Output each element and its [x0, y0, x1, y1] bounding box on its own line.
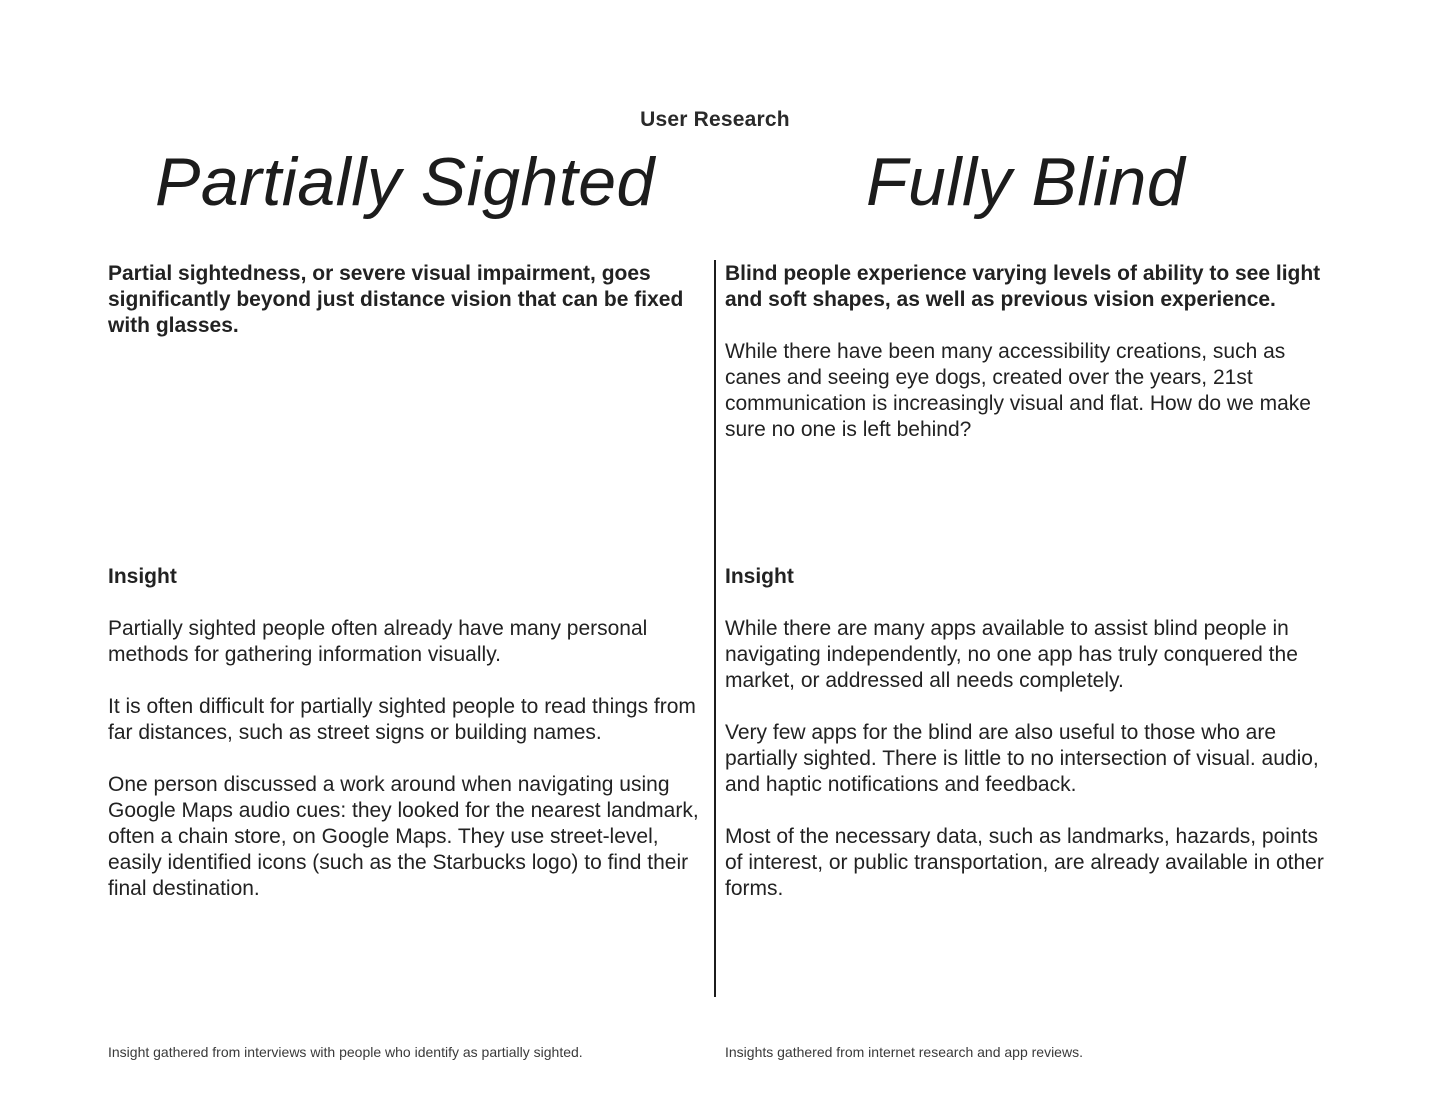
fully-blind-intro — [725, 261, 1325, 443]
insight-paragraph: While there are many apps available to assist blind people in navigating independently, no one app has truly conquered the market, or addressed all needs completely. — [725, 617, 1298, 692]
insight-paragraph: It is often difficult for partially sighted people to read things from far distances, such as street signs or building names. — [108, 695, 696, 744]
title-partially-sighted: Partially Sighted — [155, 144, 655, 220]
page-header: User Research — [640, 108, 790, 131]
fully-blind-insights — [725, 564, 1325, 902]
insight-heading: Insight — [108, 565, 177, 588]
fully-blind-body: While there have been many accessibility creations, such as canes and seeing eye dogs, created over the years, 21st communication is increasingly visual and flat. How do we make sure no one is left behind? — [725, 340, 1311, 441]
partially-sighted-lead: Partial sightedness, or severe visual impairment, goes significantly beyond just distance vision that can be fixed with glasses. — [108, 262, 684, 337]
insight-heading: Insight — [725, 565, 794, 588]
insight-paragraph: Most of the necessary data, such as landmarks, hazards, points of interest, or public transportation, are already available in other forms. — [725, 825, 1324, 900]
fully-blind-lead: Blind people experience varying levels of ability to see light and soft shapes, as well as previous vision experience. — [725, 262, 1321, 311]
insight-paragraph: Partially sighted people often already have many personal methods for gathering information visually. — [108, 617, 648, 666]
title-fully-blind: Fully Blind — [866, 144, 1186, 220]
column-divider — [714, 260, 716, 997]
fully-blind-footnote: Insights gathered from internet research and app reviews. — [725, 1044, 1083, 1060]
insight-paragraph: One person discussed a work around when navigating using Google Maps audio cues: they looked for the nearest landmark, often a chain store, on Google Maps. They use street-level, easily identified icons (such as the Starbucks logo) to find their final destination. — [108, 773, 699, 900]
insight-paragraph: Very few apps for the blind are also useful to those who are partially sighted. There is little to no intersection of visual. audio, and haptic notifications and feedback. — [725, 721, 1319, 796]
partially-sighted-intro — [108, 261, 708, 339]
partially-sighted-insights — [108, 564, 708, 902]
partially-sighted-footnote: Insight gathered from interviews with people who identify as partially sighted. — [108, 1044, 583, 1060]
